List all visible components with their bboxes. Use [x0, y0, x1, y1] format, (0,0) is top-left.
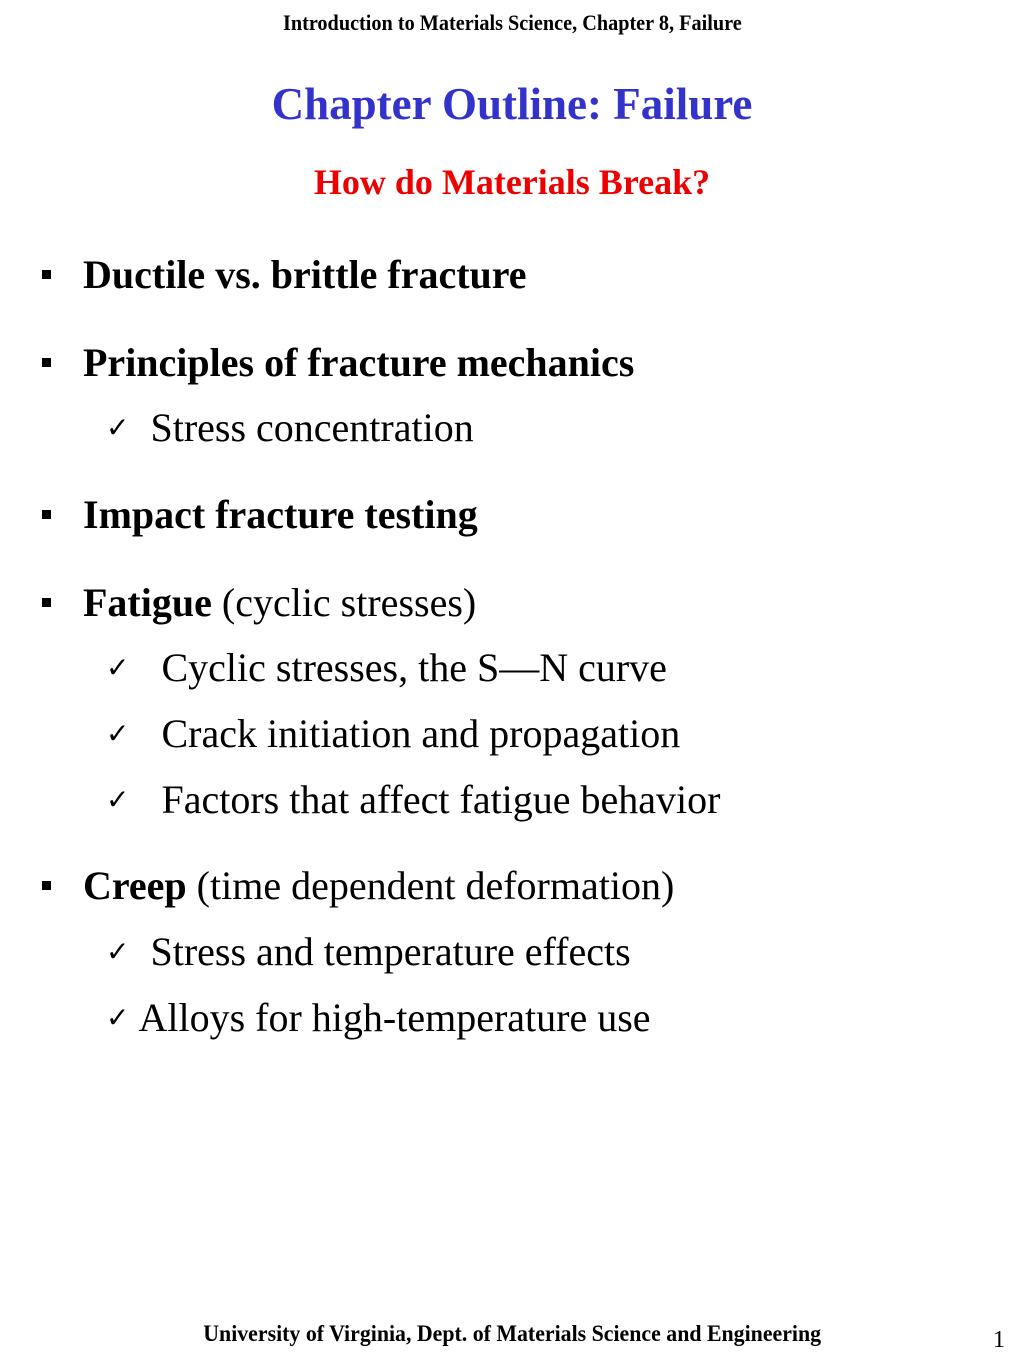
outline-subitem	[106, 929, 631, 979]
checkmark-icon: ✓	[106, 1001, 130, 1034]
outline-item	[42, 580, 476, 626]
outline-item-title: Creep	[83, 863, 187, 908]
outline-subitem	[106, 711, 680, 761]
footer-text: University of Virginia, Dept. of Materials Science and Engineering	[203, 1321, 821, 1346]
outline-subitem-text: Crack initiation and propagation	[161, 711, 681, 756]
outline-item-title: Principles of fracture mechanics	[83, 340, 635, 385]
outline-item	[42, 252, 527, 298]
outline-subitem-text: Stress and temperature effects	[150, 929, 631, 974]
outline-subitem	[106, 777, 721, 827]
running-header	[0, 10, 1024, 36]
footer	[0, 1321, 1024, 1347]
page-number: 1	[993, 1327, 1005, 1353]
outline-item-title: Impact fracture testing	[83, 492, 478, 537]
checkmark-icon: ✓	[106, 411, 130, 444]
outline-subitem	[106, 995, 651, 1045]
outline-subitem-text: Cyclic stresses, the S—N curve	[161, 645, 667, 690]
page-subtitle: How do Materials Break?	[313, 162, 711, 202]
square-bullet-icon	[42, 510, 51, 519]
checkmark-icon: ✓	[106, 783, 130, 816]
outline-subitem-text: Factors that affect fatigue behavior	[161, 777, 721, 822]
outline-subitem	[106, 645, 667, 695]
running-header-text: Introduction to Materials Science, Chapter 8, Failure	[282, 10, 742, 35]
outline-subitem-text: Stress concentration	[150, 405, 474, 450]
square-bullet-icon	[42, 358, 51, 367]
outline-subitem-text: Alloys for high-temperature use	[138, 995, 651, 1040]
square-bullet-icon	[42, 881, 51, 890]
checkmark-icon: ✓	[106, 935, 130, 968]
outline-item-title: Fatigue	[83, 580, 212, 625]
square-bullet-icon	[42, 598, 51, 607]
outline-item-note: (time dependent deformation)	[186, 863, 675, 908]
outline-item	[42, 340, 634, 386]
checkmark-icon: ✓	[106, 651, 130, 684]
page-title: Chapter Outline: Failure	[271, 79, 753, 129]
square-bullet-icon	[42, 270, 51, 279]
outline-item	[42, 863, 674, 909]
checkmark-icon: ✓	[106, 717, 130, 750]
outline-item-title: Ductile vs. brittle fracture	[83, 252, 527, 297]
outline-item-note: (cyclic stresses)	[211, 580, 477, 625]
outline-subitem	[106, 405, 474, 455]
outline-item	[42, 492, 478, 538]
